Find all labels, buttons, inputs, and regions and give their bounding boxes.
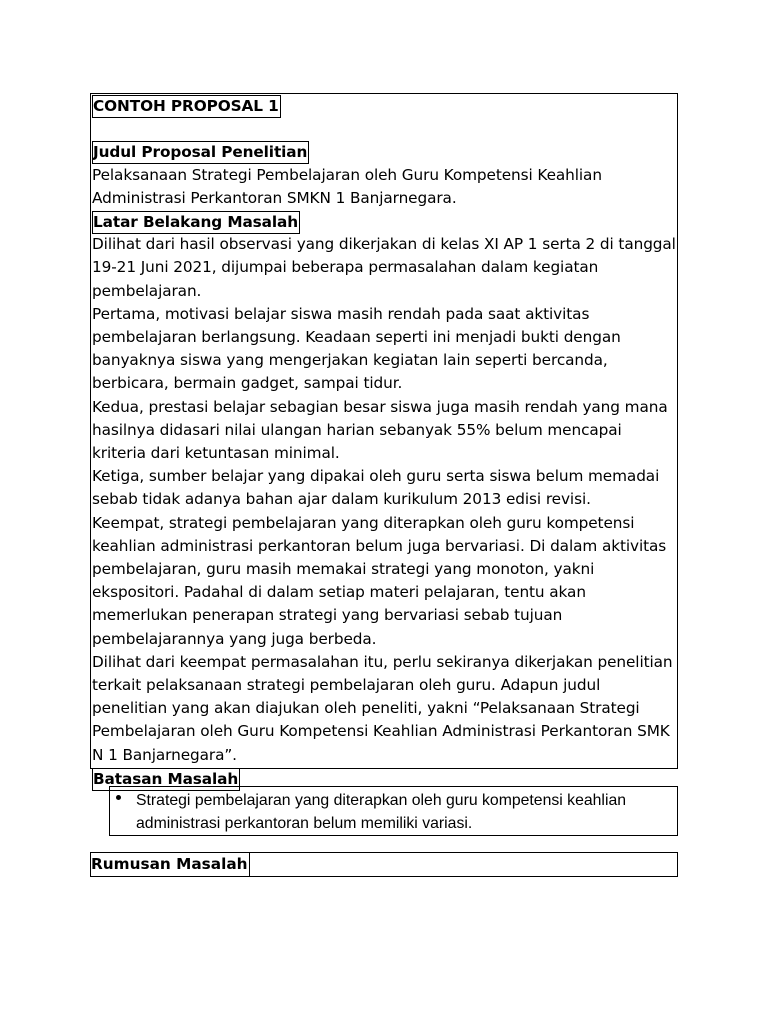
judul-text: Pelaksanaan Strategi Pembelajaran oleh Guru Kompetensi Keahlian Administrasi Perkantoran SMKN 1 Banjarnegara. bbox=[92, 165, 602, 207]
judul-heading: Judul Proposal Penelitian bbox=[92, 141, 309, 164]
proposal-main-box bbox=[90, 93, 678, 788]
proposal-content bbox=[92, 94, 677, 790]
spacer bbox=[92, 117, 677, 140]
latar-paragraph-6: Dilihat dari keempat permasalahan itu, perlu sekiranya dikerjakan penelitian terkait pelaksanaan strategi pembelajaran oleh guru. Adapun judul penelitian yang akan diajukan oleh peneliti, yakni “Pelaksanaan Strategi Pembelajaran oleh Guru Kompetensi Keahlian Administrasi Perkantoran SMK N 1 Banjarnegara”. bbox=[92, 652, 673, 764]
latar-paragraph-4: Ketiga, sumber belajar yang dipakai oleh guru serta siswa belum memadai sebab tidak adanya bahan ajar dalam kurikulum 2013 edisi revisi. bbox=[92, 467, 660, 509]
latar-paragraph-5: Keempat, strategi pembelajaran yang diterapkan oleh guru kompetensi keahlian administrasi perkantoran belum juga bervariasi. Di dalam aktivitas pembelajaran, guru masih memakai strategi yang monoton, yakni ekspositori. Padahal di dalam setiap materi pelajaran, tentu akan memerlukan penerapan strategi yang bervariasi sebab tujuan pembelajarannya yang juga berbeda. bbox=[92, 513, 667, 648]
rumusan-heading: Rumusan Masalah bbox=[91, 853, 250, 877]
latar-paragraph-3: Kedua, prestasi belajar sebagian besar siswa juga masih rendah yang mana hasilnya didasari nilai ulangan harian sebanyak 55% belum mencapai kriteria dari ketuntasan minimal. bbox=[92, 397, 668, 462]
latar-paragraph-2: Pertama, motivasi belajar siswa masih rendah pada saat aktivitas pembelajaran berlangsung. Keadaan seperti ini menjadi bukti dengan banyaknya siswa yang mengerjakan kegiatan lain seperti bercanda, berbicara, bermain gadget, sampai tidur. bbox=[92, 304, 621, 393]
batasan-list-box bbox=[109, 786, 678, 836]
document-title: CONTOH PROPOSAL 1 bbox=[92, 95, 281, 118]
latar-paragraph-1: Dilihat dari hasil observasi yang dikerjakan di kelas XI AP 1 serta 2 di tanggal 19-21 Juni 2021, dijumpai beberapa permasalahan dalam kegiatan pembelajaran. bbox=[92, 235, 676, 300]
batasan-heading: Batasan Masalah bbox=[92, 768, 240, 791]
rumusan-box bbox=[90, 852, 678, 877]
bullet-icon bbox=[116, 795, 121, 800]
latar-heading: Latar Belakang Masalah bbox=[92, 211, 300, 234]
list-item bbox=[110, 787, 677, 835]
batasan-item-text: Strategi pembelajaran yang diterapkan oleh guru kompetensi keahlian administrasi perkantoran belum memiliki variasi. bbox=[136, 792, 627, 832]
